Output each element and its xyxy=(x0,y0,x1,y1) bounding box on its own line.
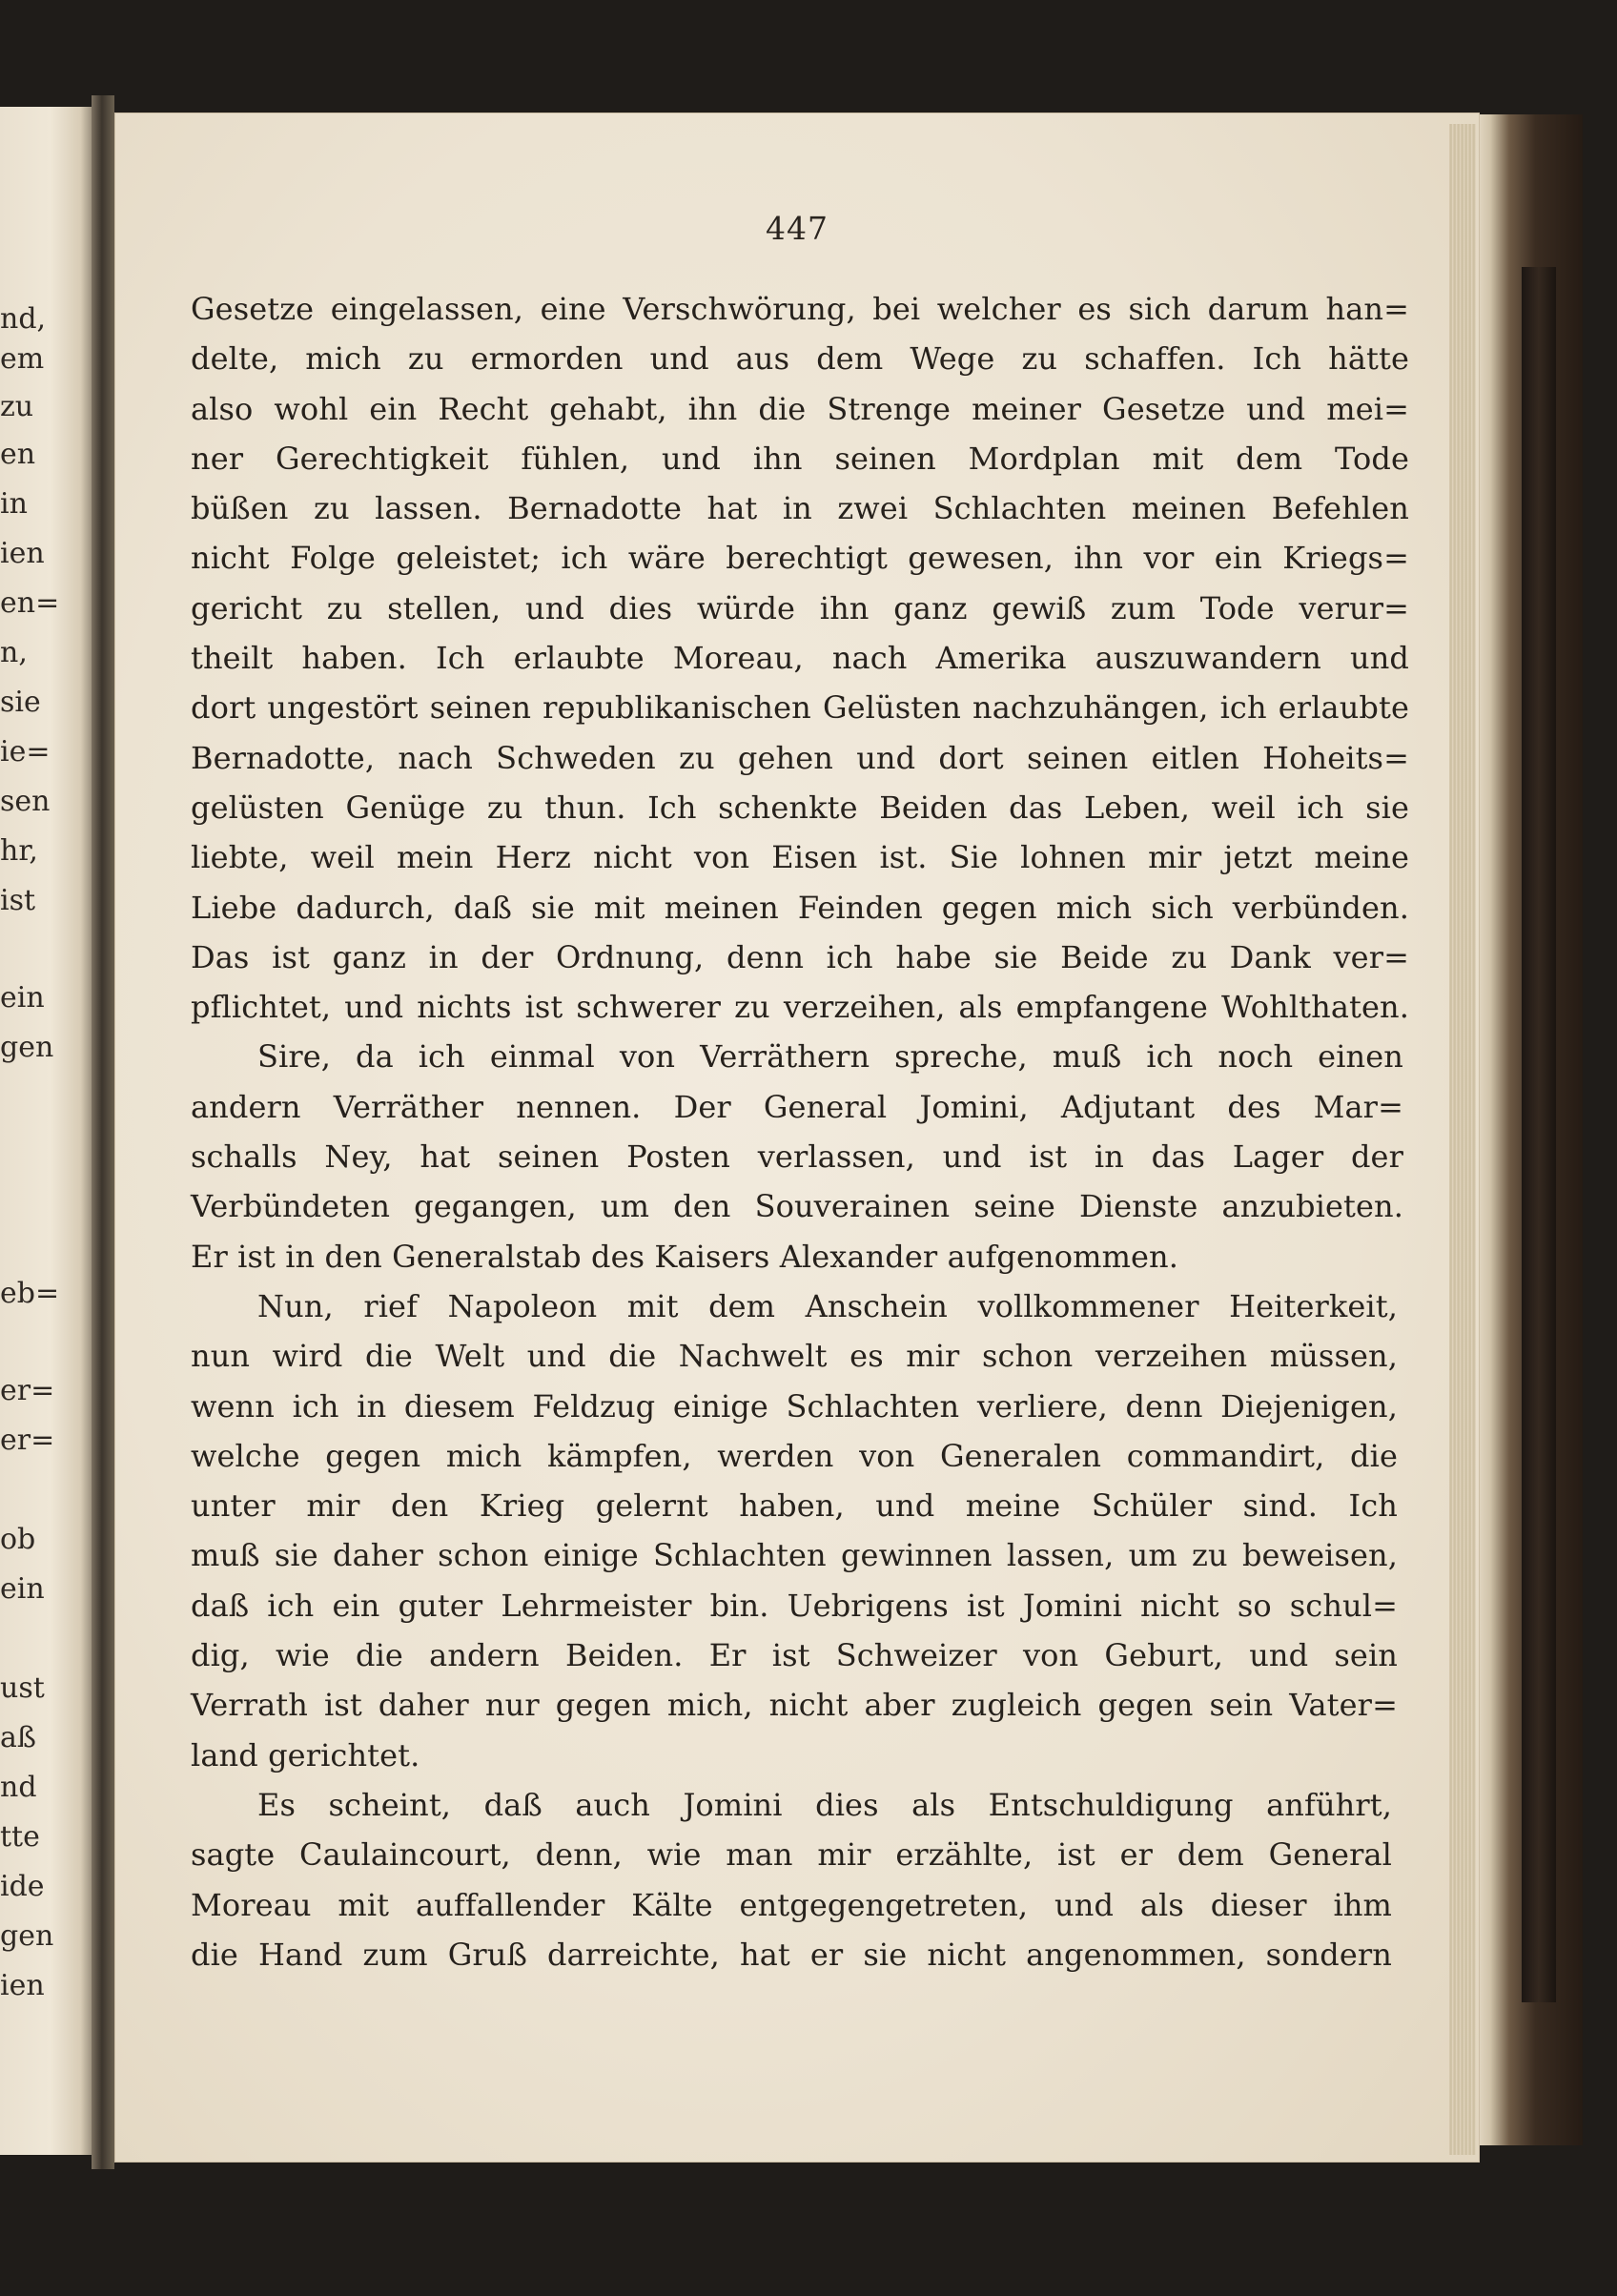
left-fragment: en xyxy=(0,438,36,471)
text-line: delte, mich zu ermorden und aus dem Wege zu schaffen. Ich hätte xyxy=(191,340,1409,378)
text-line: Es scheint, daß auch Jomini dies als Entschuldigung anführt, xyxy=(257,1786,1392,1823)
left-fragment: gen xyxy=(0,1919,54,1953)
left-fragment: sen xyxy=(0,785,51,818)
page-text xyxy=(191,284,1411,1979)
text-line: dort ungestört seinen republikanischen Gelüsten nachzuhängen, ich erlaubte xyxy=(191,689,1409,727)
left-fragment: n, xyxy=(0,636,28,669)
left-fragment: em xyxy=(0,342,45,376)
left-fragment: en= xyxy=(0,586,60,620)
page-number: 447 xyxy=(766,210,829,247)
text-line: daß ich ein guter Lehrmeister bin. Uebrigens ist Jomini nicht so schul= xyxy=(191,1587,1398,1624)
page-stack-edge xyxy=(1449,124,1476,2155)
left-fragment: eb= xyxy=(0,1277,60,1310)
text-line: liebte, weil mein Herz nicht von Eisen ist. Sie lohnen mir jetzt meine xyxy=(191,839,1409,876)
left-fragment: ien xyxy=(0,1969,45,2002)
left-fragment: er= xyxy=(0,1374,55,1407)
left-fragment: ide xyxy=(0,1870,45,1903)
previous-page-strip xyxy=(0,107,92,2155)
left-fragment: ein xyxy=(0,981,45,1015)
text-line: pflichtet, und nichts ist schwerer zu verzeihen, als empfangene Wohlthaten. xyxy=(191,989,1409,1026)
text-line: Bernadotte, nach Schweden zu gehen und dort seinen eitlen Hoheits= xyxy=(191,739,1409,776)
left-fragment: nd xyxy=(0,1771,37,1804)
text-line: welche gegen mich kämpfen, werden von Generalen commandirt, die xyxy=(191,1437,1398,1474)
text-line: theilt haben. Ich erlaubte Moreau, nach Amerika auszuwandern und xyxy=(191,640,1409,677)
text-line: Verbündeten gegangen, um den Souverainen seine Dienste anzubieten. xyxy=(191,1188,1403,1225)
text-line: nun wird die Welt und die Nachwelt es mir schon verzeihen müssen, xyxy=(191,1338,1398,1375)
left-fragment: ust xyxy=(0,1671,45,1705)
left-fragment: ien xyxy=(0,537,45,570)
left-fragment: ie= xyxy=(0,735,51,769)
text-line: Verrath ist daher nur gegen mich, nicht aber zugleich gegen sein Vater= xyxy=(191,1687,1398,1724)
left-fragment: ist xyxy=(0,884,36,917)
text-line: muß sie daher schon einige Schlachten gewinnen lassen, um zu beweisen, xyxy=(191,1537,1398,1574)
left-fragment: nd, xyxy=(0,302,47,336)
left-fragment: ob xyxy=(0,1523,36,1556)
text-line: land gerichtet. xyxy=(191,1736,420,1773)
text-line: ner Gerechtigkeit fühlen, und ihn seinen Mordplan mit dem Tode xyxy=(191,440,1409,477)
left-fragment: tte xyxy=(0,1820,40,1854)
text-line: dig, wie die andern Beiden. Er ist Schweizer von Geburt, und sein xyxy=(191,1637,1398,1674)
text-line: Nun, rief Napoleon mit dem Anschein vollkommener Heiterkeit, xyxy=(257,1287,1398,1324)
text-line: Er ist in den Generalstab des Kaisers Alexander aufgenommen. xyxy=(191,1238,1179,1275)
text-line: büßen zu lassen. Bernadotte hat in zwei Schlachten meinen Befehlen xyxy=(191,490,1409,527)
text-line: wenn ich in diesem Feldzug einige Schlachten verliere, denn Diejenigen, xyxy=(191,1387,1398,1425)
text-line: Liebe dadurch, daß sie mit meinen Feinden gegen mich sich verbünden. xyxy=(191,889,1409,926)
book-gutter xyxy=(92,95,114,2169)
left-fragment: aß xyxy=(0,1721,36,1754)
text-line: unter mir den Krieg gelernt haben, und meine Schüler sind. Ich xyxy=(191,1487,1398,1525)
text-line: Das ist ganz in der Ordnung, denn ich habe sie Beide zu Dank ver= xyxy=(191,938,1409,975)
left-fragment: ein xyxy=(0,1572,45,1606)
left-fragment: in xyxy=(0,487,28,521)
book-page xyxy=(114,113,1480,2163)
text-line: sagte Caulaincourt, denn, wie man mir erzählte, ist er dem General xyxy=(191,1836,1392,1874)
text-line: gericht zu stellen, und dies würde ihn ganz gewiß zum Tode verur= xyxy=(191,589,1409,626)
left-fragment: hr, xyxy=(0,834,38,868)
text-line: schalls Ney, hat seinen Posten verlassen, und ist in das Lager der xyxy=(191,1138,1403,1176)
text-line: nicht Folge geleistet; ich wäre berechtigt gewesen, ihn vor ein Kriegs= xyxy=(191,540,1409,577)
text-line: Moreau mit auffallender Kälte entgegengetreten, und als dieser ihm xyxy=(191,1886,1392,1923)
text-line: die Hand zum Gruß darreichte, hat er sie nicht angenommen, sondern xyxy=(191,1936,1392,1973)
text-line: andern Verräther nennen. Der General Jomini, Adjutant des Mar= xyxy=(191,1088,1403,1125)
text-line: gelüsten Genüge zu thun. Ich schenkte Beiden das Leben, weil ich sie xyxy=(191,789,1409,826)
book-spine-stripe xyxy=(1522,267,1556,2002)
text-line: Sire, da ich einmal von Verräthern spreche, muß ich noch einen xyxy=(257,1038,1403,1076)
text-line: also wohl ein Recht gehabt, ihn die Strenge meiner Gesetze und mei= xyxy=(191,390,1409,427)
left-fragment: gen xyxy=(0,1031,54,1064)
left-fragment: sie xyxy=(0,686,41,719)
left-fragment: er= xyxy=(0,1424,55,1457)
left-fragment: zu xyxy=(0,390,34,423)
text-line: Gesetze eingelassen, eine Verschwörung, bei welcher es sich darum han= xyxy=(191,291,1409,327)
